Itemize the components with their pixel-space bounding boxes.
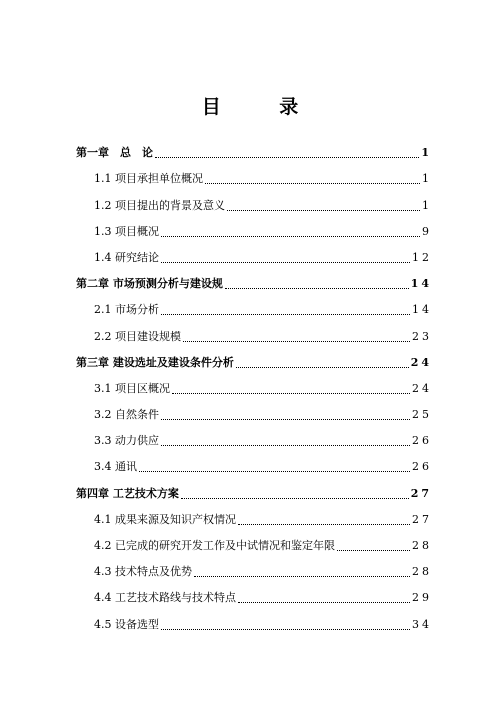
toc-dot-leader bbox=[236, 356, 409, 368]
toc-entry-title: 2.2 项目建设规模 bbox=[94, 329, 181, 343]
toc-section-entry[interactable] bbox=[76, 317, 432, 343]
toc-entry-title: 3.1 项目区概况 bbox=[94, 381, 170, 395]
toc-page-number: 1 bbox=[421, 146, 432, 160]
toc-entry-title: 3.3 动力供应 bbox=[94, 434, 159, 448]
toc-page-number: 14 bbox=[410, 277, 432, 291]
toc-page-number: 25 bbox=[412, 408, 432, 422]
toc-page-number: 24 bbox=[410, 355, 432, 369]
toc-dot-leader bbox=[172, 382, 410, 394]
toc-section-entry[interactable] bbox=[76, 501, 432, 527]
toc-section-entry[interactable] bbox=[76, 291, 432, 317]
toc-page-number: 29 bbox=[412, 591, 432, 605]
toc-entry-title: 2.1 市场分析 bbox=[94, 303, 159, 317]
toc-section-entry[interactable] bbox=[76, 579, 432, 605]
toc-section-entry[interactable] bbox=[76, 396, 432, 422]
toc-dot-leader bbox=[225, 277, 409, 289]
toc-dot-leader bbox=[227, 199, 420, 211]
toc-dot-leader bbox=[155, 146, 419, 158]
toc-page-number: 12 bbox=[412, 250, 432, 264]
toc-section-entry[interactable] bbox=[76, 448, 432, 474]
toc-dot-leader bbox=[161, 251, 410, 263]
toc-section-entry[interactable] bbox=[76, 370, 432, 396]
toc-section-entry[interactable] bbox=[76, 553, 432, 579]
toc-dot-leader bbox=[181, 487, 409, 499]
table-of-contents bbox=[76, 134, 432, 632]
toc-dot-leader bbox=[161, 618, 410, 630]
toc-page-number: 27 bbox=[410, 486, 432, 500]
toc-chapter-entry[interactable] bbox=[76, 344, 432, 370]
page-title: 目 录 bbox=[201, 96, 325, 118]
toc-entry-title: 第一章 总 论 bbox=[76, 146, 153, 160]
toc-section-entry[interactable] bbox=[76, 213, 432, 239]
toc-dot-leader bbox=[194, 565, 410, 577]
toc-section-entry[interactable] bbox=[76, 527, 432, 553]
toc-page-number: 1 bbox=[422, 172, 432, 186]
toc-page-number: 14 bbox=[412, 303, 432, 317]
toc-page-number: 27 bbox=[412, 512, 432, 526]
toc-entry-title: 4.4 工艺技术路线与技术特点 bbox=[94, 591, 236, 605]
toc-section-entry[interactable] bbox=[76, 422, 432, 448]
toc-entry-title: 4.5 设备选型 bbox=[94, 617, 159, 631]
toc-entry-title: 第三章 建设选址及建设条件分析 bbox=[76, 355, 234, 369]
toc-entry-title: 第二章 市场预测分析与建设规 bbox=[76, 277, 223, 291]
toc-dot-leader bbox=[238, 513, 410, 525]
toc-dot-leader bbox=[337, 539, 410, 551]
toc-entry-title: 4.1 成果来源及知识产权情况 bbox=[94, 512, 236, 526]
toc-chapter-entry[interactable] bbox=[76, 134, 432, 160]
toc-entry-title: 1.2 项目提出的背景及意义 bbox=[94, 198, 225, 212]
toc-entry-title: 3.4 通讯 bbox=[94, 460, 137, 474]
toc-page-number: 28 bbox=[412, 565, 432, 579]
toc-page-number: 26 bbox=[412, 434, 432, 448]
toc-dot-leader bbox=[161, 303, 410, 315]
toc-entry-title: 1.3 项目概况 bbox=[94, 224, 159, 238]
toc-entry-title: 1.1 项目承担单位概况 bbox=[94, 172, 203, 186]
toc-page-number: 9 bbox=[422, 224, 432, 238]
toc-section-entry[interactable] bbox=[76, 186, 432, 212]
toc-page-number: 26 bbox=[412, 460, 432, 474]
toc-chapter-entry[interactable] bbox=[76, 265, 432, 291]
toc-dot-leader bbox=[161, 225, 420, 237]
toc-section-entry[interactable] bbox=[76, 239, 432, 265]
toc-section-entry[interactable] bbox=[76, 605, 432, 631]
toc-entry-title: 4.2 已完成的研究开发工作及中试情况和鉴定年限 bbox=[94, 539, 335, 552]
toc-dot-leader bbox=[238, 591, 410, 603]
toc-section-entry[interactable] bbox=[76, 160, 432, 186]
toc-page-number: 24 bbox=[412, 381, 432, 395]
toc-dot-leader bbox=[161, 434, 410, 446]
toc-dot-leader bbox=[183, 330, 410, 342]
toc-dot-leader bbox=[139, 460, 410, 472]
toc-entry-title: 3.2 自然条件 bbox=[94, 408, 159, 422]
toc-page-number: 23 bbox=[412, 329, 432, 343]
toc-chapter-entry[interactable] bbox=[76, 474, 432, 500]
toc-page-number: 34 bbox=[412, 617, 432, 631]
toc-entry-title: 1.4 研究结论 bbox=[94, 250, 159, 264]
toc-page-number: 1 bbox=[422, 198, 432, 212]
toc-entry-title: 4.3 技术特点及优势 bbox=[94, 565, 192, 579]
toc-entry-title: 第四章 工艺技术方案 bbox=[76, 486, 179, 500]
toc-dot-leader bbox=[205, 172, 420, 184]
toc-page-number: 28 bbox=[412, 539, 432, 552]
toc-dot-leader bbox=[161, 408, 410, 420]
